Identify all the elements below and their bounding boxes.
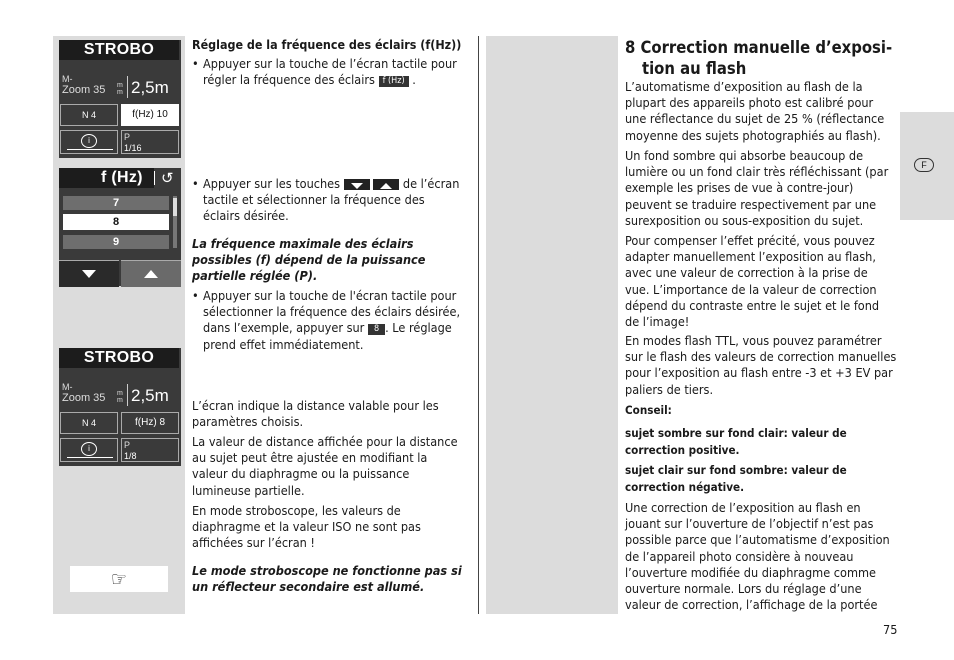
info-cell[interactable]	[60, 438, 118, 462]
strobo-screen-1	[59, 40, 181, 158]
section-heading: Réglage de la fréquence des éclairs (f(Hz))	[192, 37, 462, 52]
strobo-screen-2	[59, 348, 181, 466]
paragraph-aperture: Une correction de l’exposition au flash en jouant sur l’ouverture de l’objectif n’est pas possible parce que l’automatisme d’exposition de l’appareil photo considère à nouveau l’ouverture modifiée du diaphragme comme ouverture normale. Lors du réglage d’une valeur de correction, l’affichage de la portée	[625, 500, 890, 613]
bullet-1-text: Appuyer sur la touche de l’écran tactile pour régler la fréquence des éclairs	[203, 56, 457, 88]
bullet-2-text-b: de l’écran tactile et sélectionner la fréquence des éclairs désirée.	[203, 176, 460, 224]
zoom-label: Zoom 35	[62, 84, 106, 96]
p-value: 1/8	[124, 451, 137, 461]
n-cell[interactable]: N 4	[60, 104, 118, 126]
up-arrow-icon	[144, 270, 158, 278]
p-label: P	[124, 440, 131, 450]
paragraph-automatism: L’automatisme d’exposition au flash de la plupart des appareils photo est calibré pour une réflectance du sujet de 25 % (réflectance moyenne des sujets photographiés au flash).	[625, 79, 885, 143]
distance-divider	[127, 384, 128, 406]
page-number: 75	[883, 622, 898, 637]
conseil-label: Conseil:	[625, 403, 672, 417]
distance-divider	[127, 76, 128, 98]
paragraph-background: Un fond sombre qui absorbe beaucoup de lumière ou un fond clair très réfléchissant (par exemple les prises de vue à contre-jour) peuvent se traduire respectivement par une surexposition ou sous-exposition du sujet.	[625, 148, 889, 228]
fhz-cell[interactable]: f(Hz) 8	[121, 412, 179, 434]
bullet-2: • Appuyer sur les touches de l’écran tactile et sélectionner la fréquence des éclairs désirée.	[192, 176, 460, 224]
screen-title: STROBO	[59, 40, 179, 60]
language-tab	[900, 112, 954, 220]
bullet-1: • Appuyer sur la touche de l’écran tactile pour régler la fréquence des éclairs f (Hz) .	[192, 56, 457, 88]
bullet-3-text-a: Appuyer sur la touche de l'écran tactile pour sélectionner la fréquence des éclairs désirée, dans l’exemple, appuyer sur	[203, 288, 461, 336]
info-underline	[67, 457, 113, 458]
max-frequency-warning: La fréquence maximale des éclairs possibles (f) dépend de la puissance partielle réglée (P).	[192, 236, 426, 284]
unit-mm-label: m m	[117, 390, 123, 404]
p-cell[interactable]	[121, 438, 179, 462]
mode-label: M-	[62, 74, 73, 84]
p-value: 1/16	[124, 143, 142, 153]
paragraph-compensation: Pour compenser l’effet précité, vous pouvez adapter manuellement l’exposition au flash, avec une valeur de correction à la prise de vue. L’importance de la valeur de correction dépend du contraste entre le sujet et le fond de l’image!	[625, 233, 880, 330]
note-box	[70, 566, 168, 592]
middle-gray-column	[486, 36, 618, 614]
distance-value: 2,5m	[131, 386, 169, 405]
screen-title: f (Hz)	[59, 168, 154, 188]
bullet-2-text-a: Appuyer sur les touches	[203, 176, 341, 191]
back-icon[interactable]: ↺	[161, 170, 174, 187]
mode-label: M-	[62, 382, 73, 392]
chapter-heading-line-2: tion au flash	[642, 59, 747, 78]
strobo-note: Le mode stroboscope ne fonctionne pas si un réflecteur secondaire est allumé.	[192, 563, 462, 595]
info-cell[interactable]	[60, 130, 118, 154]
down-button[interactable]	[59, 260, 119, 287]
unit-mm-label: m m	[117, 82, 123, 96]
column-divider	[478, 36, 479, 614]
p-label: P	[124, 132, 131, 142]
chapter-heading	[625, 37, 895, 79]
tip-dark-subject: sujet sombre sur fond clair: valeur de correction positive.	[625, 426, 847, 457]
fhz-screen	[59, 168, 181, 286]
fhz-inline-button: f (Hz)	[379, 76, 409, 87]
paragraph-strobo-mode: En mode stroboscope, les valeurs de diaphragme et la valeur ISO ne sont pas affichées sur l’écran !	[192, 503, 421, 551]
chapter-heading-line-1: 8 Correction manuelle d’exposi-	[625, 38, 893, 57]
value-7[interactable]: 7	[63, 196, 169, 210]
title-divider	[154, 171, 155, 185]
bullet-3-text-b: . Le réglage prend effet immédiatement.	[203, 320, 452, 352]
value-9[interactable]: 9	[63, 235, 169, 249]
pointing-hand-icon: ☞	[110, 567, 128, 591]
paragraph-ttl: En modes flash TTL, vous pouvez paramétrer sur le flash des valeurs de correction manuelles pour l’exposition au flash entre -3 et +3 EV par paliers de tiers.	[625, 333, 897, 397]
screen-title: STROBO	[59, 348, 179, 368]
zoom-label: Zoom 35	[62, 392, 106, 404]
distance-value: 2,5m	[131, 78, 169, 97]
value-8-selected[interactable]: 8	[63, 214, 169, 230]
info-icon: i	[81, 442, 97, 456]
fhz-cell[interactable]: f(Hz) 10	[121, 104, 179, 126]
up-key-icon	[373, 179, 399, 190]
bullet-3: • Appuyer sur la touche de l'écran tactile pour sélectionner la fréquence des éclairs désirée, dans l’exemple, appuyer sur 8 . Le réglage prend effet immédiatement.	[192, 288, 461, 352]
p-cell[interactable]	[121, 130, 179, 154]
info-underline	[67, 149, 113, 150]
scrollbar-thumb[interactable]	[173, 198, 177, 216]
language-tab-badge: F	[914, 158, 934, 172]
down-key-icon	[344, 179, 370, 190]
n-cell[interactable]: N 4	[60, 412, 118, 434]
value-8-inline-button: 8	[368, 324, 385, 335]
down-arrow-icon	[82, 270, 96, 278]
info-icon: i	[81, 134, 97, 148]
paragraph-distance: L’écran indique la distance valable pour les paramètres choisis.	[192, 398, 439, 430]
paragraph-distance-adjust: La valeur de distance affichée pour la distance au sujet peut être ajustée en modifiant la valeur du diaphragme ou la puissance lumineuse partielle.	[192, 434, 458, 498]
tip-light-subject: sujet clair sur fond sombre: valeur de correction négative.	[625, 463, 847, 494]
up-button[interactable]	[121, 260, 181, 287]
